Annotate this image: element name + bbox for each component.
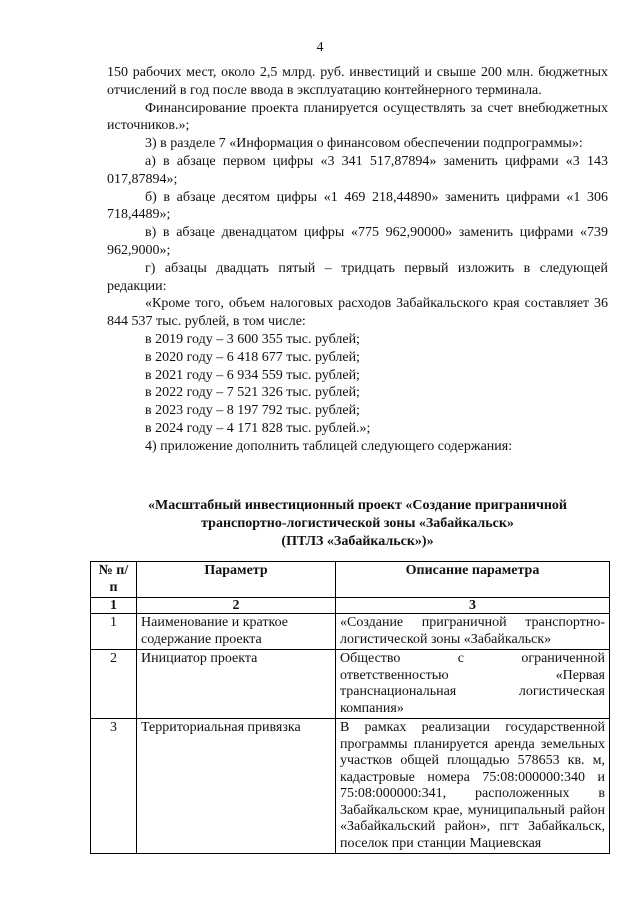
parameters-table (90, 561, 610, 854)
table-header-row (91, 562, 610, 598)
row-parameter: Территориальная привязка (137, 719, 336, 854)
paragraph: б) в абзаце десятом цифры «1 469 218,44890» заменить цифрами «1 306 718,4489»; (107, 189, 608, 223)
header-number: № п/п (91, 562, 137, 598)
list-item: в 2024 году – 4 171 828 тыс. рублей.»; (145, 420, 371, 436)
paragraph: г) абзацы двадцать пятый – тридцать первый изложить в следующей редакции: (107, 260, 608, 294)
paragraph: в) в абзаце двенадцатом цифры «775 962,90000» заменить цифрами «739 962,9000»; (107, 225, 608, 258)
column-number: 3 (336, 598, 610, 614)
row-number: 3 (91, 719, 137, 854)
row-description: Общество с ограниченной ответственностью «Первая транснациональная логистическая компания» (336, 650, 610, 719)
table-title-line: «Масштабный инвестиционный проект «Создание приграничной (147, 498, 567, 513)
table-title-line: транспортно-логистической зоны «Забайкальск» (201, 516, 514, 531)
list-item: 4) приложение дополнить таблицей следующего содержания: (145, 438, 513, 454)
table-title (107, 497, 608, 551)
header-description: Описание параметра (336, 562, 610, 598)
table-row (91, 650, 610, 719)
body-text (107, 64, 608, 456)
table-row (91, 614, 610, 650)
list-item: в 2023 году – 8 197 792 тыс. рублей; (145, 403, 360, 419)
list-item: в 2021 году – 6 934 559 тыс. рублей; (145, 367, 360, 383)
list-item: в 2019 году – 3 600 355 тыс. рублей; (145, 331, 360, 347)
paragraph: 150 рабочих мест, около 2,5 млрд. руб. инвестиций и свыше 200 млн. бюджетных отчислений в год после ввода в эксплуатацию контейнерного терминала. (107, 65, 608, 98)
header-parameter: Параметр (137, 562, 336, 598)
list-item: в 2020 году – 6 418 677 тыс. рублей; (145, 349, 360, 365)
paragraph: а) в абзаце первом цифры «3 341 517,87894» заменить цифрами «3 143 017,87894»; (107, 153, 608, 187)
column-number: 1 (91, 598, 137, 614)
list-item: в 2022 году – 7 521 326 тыс. рублей; (145, 385, 360, 401)
page-number: 4 (316, 40, 324, 55)
column-number-row (91, 598, 610, 614)
paragraph: 3) в разделе 7 «Информация о финансовом обеспечении подпрограммы»: (145, 136, 583, 152)
row-number: 2 (91, 650, 137, 719)
paragraph: «Кроме того, объем налоговых расходов Забайкальского края составляет 36 844 537 тыс. рублей, в том числе: (107, 296, 608, 330)
table-title-line: (ПТЛЗ «Забайкальск»)» (281, 534, 434, 549)
row-number: 1 (91, 614, 137, 650)
table-row (91, 719, 610, 854)
row-description: «Создание приграничной транспортно-логистической зоны «Забайкальск» (336, 614, 610, 650)
column-number: 2 (137, 598, 336, 614)
row-parameter: Инициатор проекта (137, 650, 336, 719)
row-parameter: Наименование и краткое содержание проекта (137, 614, 336, 650)
paragraph: Финансирование проекта планируется осуществлять за счет внебюджетных источников.»; (107, 100, 608, 134)
row-description: В рамках реализации государственной программы планируется аренда земельных участков общей площадью 578653 кв. м, кадастровые номера 75:08:000000:340 и 75:08:000000:341, расположенных в Забайкальском крае, муниципальный район «Забайкальский район», пгт Забайкальск, поселок при станции Мациевская (336, 719, 610, 854)
